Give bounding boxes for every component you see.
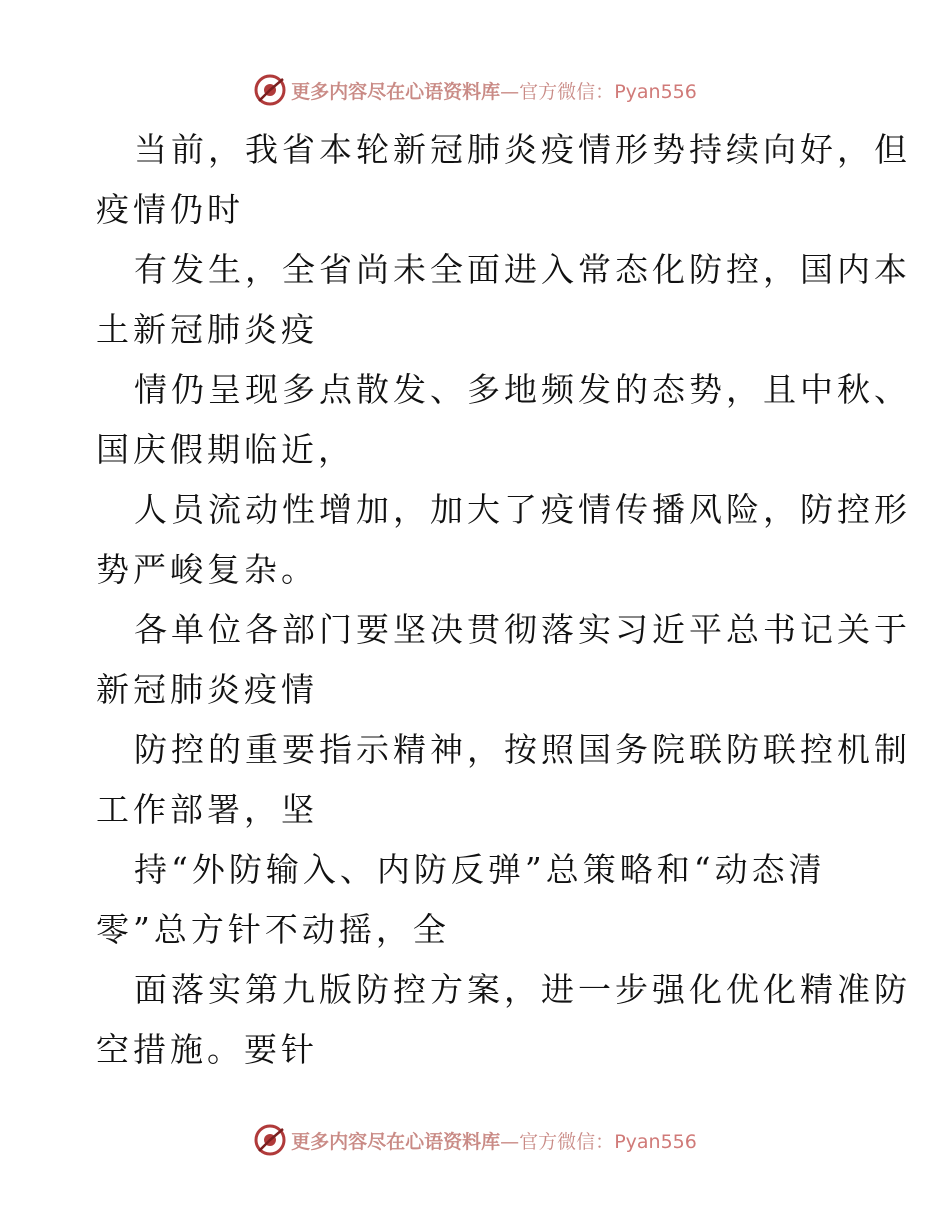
paragraph	[96, 600, 911, 720]
paragraph-line: 人员流动性增加，加大了疫情传播风险，防控形	[134, 490, 911, 529]
watermark-account-label: 官方微信：	[519, 80, 615, 103]
watermark-text	[291, 77, 697, 104]
document-body	[96, 120, 911, 1080]
watermark-dash: —	[500, 1130, 520, 1153]
paragraph-line: 面落实第九版防控方案，进一步强化优化精准防	[134, 970, 911, 1009]
paragraph-line: 国庆假期临近，	[96, 430, 355, 469]
paragraph-line: 疫情仍时	[96, 190, 244, 229]
paragraph	[96, 120, 911, 240]
seal-logo-icon	[253, 73, 287, 107]
paragraph	[96, 360, 911, 480]
paragraph-line: 空措施。要针	[96, 1030, 318, 1069]
paragraph-line: 零”总方针不动摇，全	[96, 910, 450, 949]
watermark-brand: 更多内容尽在心语资料库	[291, 80, 501, 103]
paragraph-line: 防控的重要指示精神，按照国务院联防联控机制	[134, 730, 911, 769]
paragraph-line: 土新冠肺炎疫	[96, 310, 318, 349]
watermark-dash: —	[500, 80, 520, 103]
header-watermark	[0, 70, 950, 110]
paragraph	[96, 960, 911, 1080]
watermark-account-id: Pyan556	[614, 80, 697, 103]
paragraph-line: 各单位各部门要坚决贯彻落实习近平总书记关于	[134, 610, 911, 649]
paragraph-line: 势严峻复杂。	[96, 550, 318, 589]
watermark-account-label: 官方微信：	[519, 1130, 615, 1153]
watermark-text	[291, 1127, 697, 1154]
seal-logo-icon	[253, 1123, 287, 1157]
paragraph-line: 当前，我省本轮新冠肺炎疫情形势持续向好，但	[134, 130, 911, 169]
paragraph	[96, 840, 856, 960]
paragraph-line: 工作部署，坚	[96, 790, 318, 829]
paragraph-line: 新冠肺炎疫情	[96, 670, 318, 709]
paragraph	[96, 720, 911, 840]
paragraph-line: 有发生，全省尚未全面进入常态化防控，国内本	[134, 250, 911, 289]
paragraph-line: 情仍呈现多点散发、多地频发的态势，且中秋、	[134, 370, 911, 409]
footer-watermark	[0, 1120, 950, 1160]
paragraph	[96, 480, 911, 600]
paragraph	[96, 240, 911, 360]
watermark-account-id: Pyan556	[614, 1130, 697, 1153]
paragraph-line: 持“外防输入、内防反弹”总策略和“动态清	[134, 850, 826, 889]
watermark-brand: 更多内容尽在心语资料库	[291, 1130, 501, 1153]
